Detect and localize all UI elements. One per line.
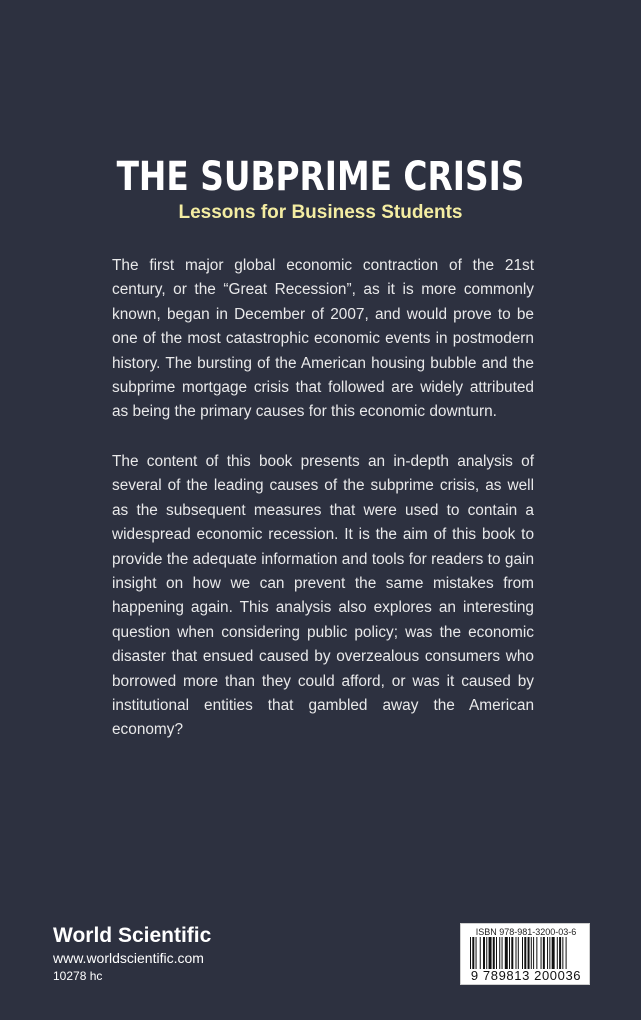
- blurb-paragraph-1: The first major global economic contraction of the 21st century, or the “Great Recession”, as it is more commonly known, began in December of 2007, and would prove to be one of the most catastrophic economic events in postmodern history. The bursting of the American housing bubble and the subprime mortgage crisis that followed are widely attributed as being the primary causes for this economic downturn.: [112, 257, 534, 421]
- isbn-barcode: [460, 923, 590, 985]
- book-code: 10278 hc: [53, 969, 103, 983]
- isbn-label: ISBN 978-981-3200-03-6: [475, 927, 577, 937]
- book-subtitle: Lessons for Business Students: [178, 202, 463, 223]
- barcode-digits: 9 789813 200036: [463, 969, 589, 983]
- book-title: THE SUBPRIME CRISIS: [116, 154, 525, 200]
- blurb-paragraph-2: The content of this book presents an in-depth analysis of several of the leading causes of the subprime crisis, as well as the subsequent measures that were used to contain a widespread economic recession. It is the aim of this book to provide the adequate information and tools for readers to gain insight on how we can prevent the same mistakes from happening again. This analysis also explores an interesting question when considering public policy; was the economic disaster that ensued caused by overzealous consumers who borrowed more than they could afford, or was it caused by institutional entities that gambled away the American economy?: [112, 453, 534, 739]
- barcode-bars: [470, 937, 585, 971]
- publisher-name: World Scientific: [53, 924, 212, 947]
- publisher-website: www.worldscientific.com: [53, 950, 204, 966]
